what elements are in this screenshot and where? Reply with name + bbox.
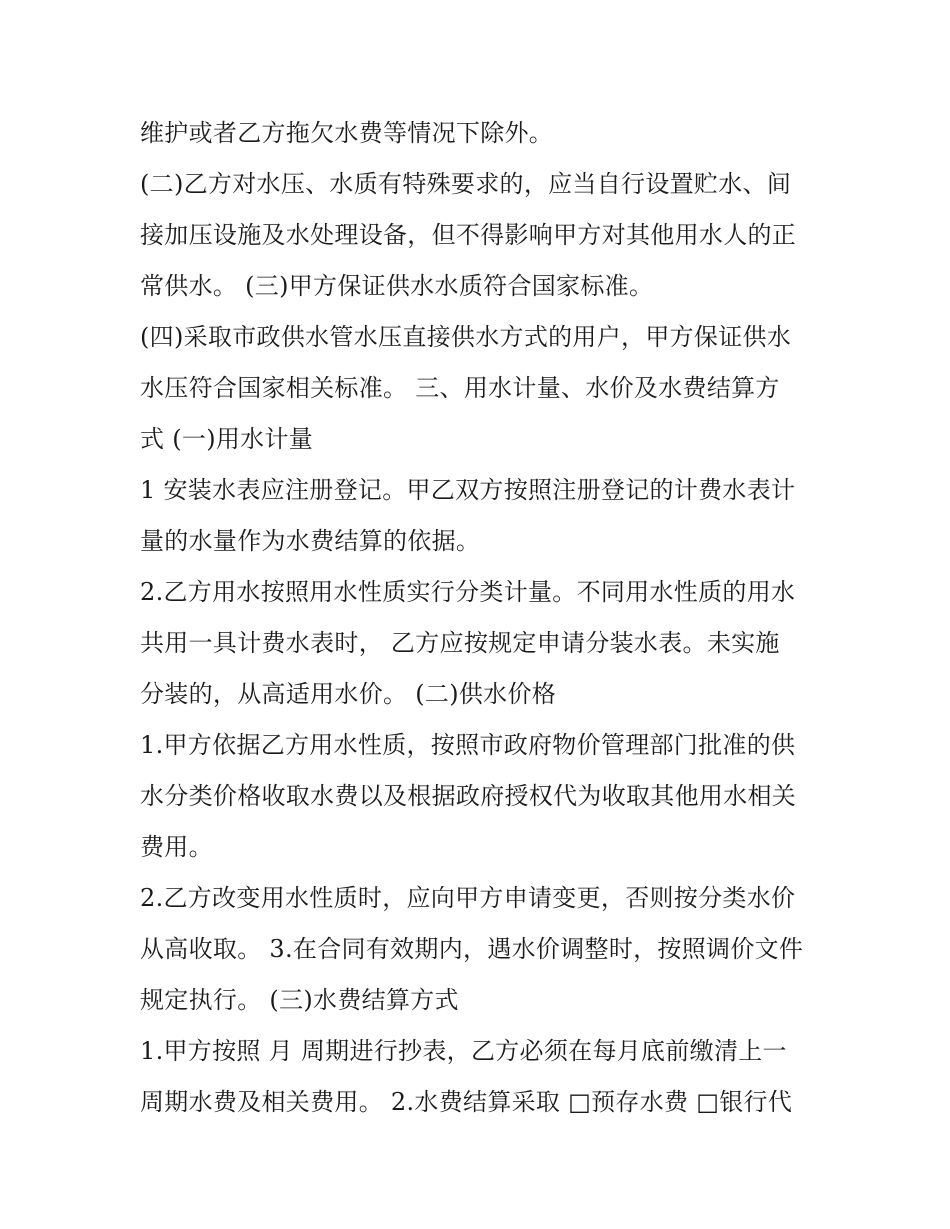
text-line: 常供水。 (三)甲方保证供水水质符合国家标准。 (140, 272, 654, 300)
text-line: 维护或者乙方拖欠水费等情况下除外。 (140, 119, 554, 147)
text-line: 分装的，从高适用水价。 (二)供水价格 (140, 680, 557, 708)
text-line: 式 (一)用水计量 (140, 425, 314, 453)
contract-body-text (140, 108, 830, 1128)
text-line: 规定执行。 (三)水费结算方式 (140, 986, 459, 1014)
text-line: 水压符合国家相关标准。 三、用水计量、水价及水费结算方 (140, 374, 780, 402)
text-line: 1.甲方按照 月 周期进行抄表，乙方必须在每月底前缴清上一 (140, 1037, 787, 1065)
text-line: 1 安装水表应注册登记。甲乙双方按照注册登记的计费水表计 (140, 476, 796, 504)
text-line: 水分类价格收取水费以及根据政府授权代为收取其他用水相关 (140, 782, 797, 810)
text-line: 费用。 (140, 833, 213, 861)
text-line: 接加压设施及水处理设备，但不得影响甲方对其他用水人的正 (140, 221, 797, 249)
text-line: 量的水量作为水费结算的依据。 (140, 527, 481, 555)
text-line: 2.乙方用水按照用水性质实行分类计量。不同用水性质的用水 (140, 578, 796, 606)
text-line: 1.甲方依据乙方用水性质，按照市政府物价管理部门批准的供 (140, 731, 796, 759)
text-line: 2.乙方改变用水性质时，应向甲方申请变更，否则按分类水价 (140, 884, 796, 912)
text-line: (二)乙方对水压、水质有特殊要求的，应当自行设置贮水、间 (140, 170, 792, 198)
text-line: 从高收取。 3.在合同有效期内，遇水价调整时，按照调价文件 (140, 935, 804, 963)
text-line: 共用一具计费水表时， 乙方应按规定申请分装水表。未实施 (140, 629, 780, 657)
text-line: (四)采取市政供水管水压直接供水方式的用户，甲方保证供水 (140, 323, 792, 351)
text-line: 周期水费及相关费用。 2.水费结算采取 □预存水费 □银行代 (140, 1088, 793, 1116)
